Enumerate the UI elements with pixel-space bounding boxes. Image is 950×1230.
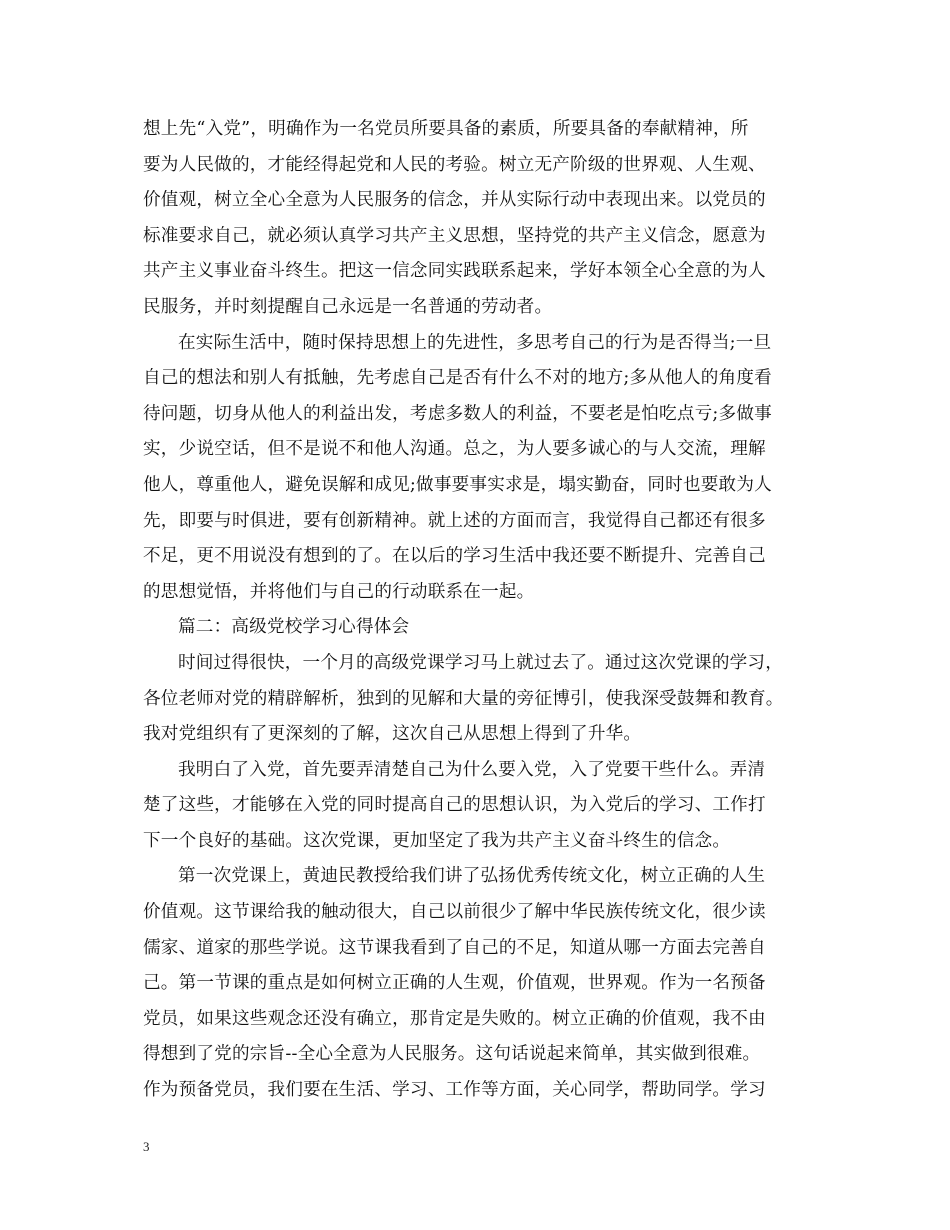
text-line: 要为人民做的，才能经得起党和人民的考验。树立无产阶级的世界观、人生观、 xyxy=(143,154,766,175)
text-line: 己。第一节课的重点是如何树立正确的人生观，价值观，世界观。作为一名预备 xyxy=(143,973,766,994)
text-line: 共产主义事业奋斗终生。把这一信念同实践联系起来，学好本领全心全意的为人 xyxy=(143,261,766,282)
text-line: 先，即要与时俱进，要有创新精神。就上述的方面而言，我觉得自己都还有很多 xyxy=(143,510,766,531)
text-line: 党员，如果这些观念还没有确立，那肯定是失败的。树立正确的价值观，我不由 xyxy=(143,1008,766,1029)
text-line: 待问题，切身从他人的利益出发，考虑多数人的利益，不要老是怕吃点亏;多做事 xyxy=(143,403,772,424)
text-line: 他人，尊重他人，避免误解和成见;做事要事实求是，塌实勤奋，同时也要敢为人 xyxy=(143,474,772,495)
text-line: 价值观。这节课给我的触动很大，自己以前很少了解中华民族传统文化，很少读 xyxy=(143,902,766,923)
text-line: 作为预备党员，我们要在生活、学习、工作等方面，关心同学，帮助同学。学习 xyxy=(143,1080,766,1101)
text-line: 我对党组织有了更深刻的了解，这次自己从思想上得到了升华。 xyxy=(143,724,642,745)
text-line: 下一个良好的基础。这次党课，更加坚定了我为共产主义奋斗终生的信念。 xyxy=(143,830,731,851)
text-line: 民服务，并时刻提醒自己永远是一名普通的劳动者。 xyxy=(143,296,553,317)
text-line: 各位老师对党的精辟解析，独到的见解和大量的旁征博引，使我深受鼓舞和教育。 xyxy=(143,688,784,709)
text-line: 楚了这些，才能够在入党的同时提高自己的思想认识，为入党后的学习、工作打 xyxy=(143,795,766,816)
text-line: 第一次党课上，黄迪民教授给我们讲了弘扬优秀传统文化，树立正确的人生 xyxy=(178,866,766,887)
text-line: 实，少说空话，但不是说不和他人沟通。总之，为人要多诚心的与人交流，理解 xyxy=(143,439,766,460)
text-line: 想上先“入党”，明确作为一名党员所要具备的素质，所要具备的奉献精神，所 xyxy=(143,119,749,139)
text-line: 价值观，树立全心全意为人民服务的信念，并从实际行动中表现出来。以党员的 xyxy=(143,190,766,211)
text-line: 我明白了入党，首先要弄清楚自己为什么要入党，入了党要干些什么。弄清 xyxy=(178,759,766,780)
text-line: 篇二：高级党校学习心得体会 xyxy=(178,617,410,638)
text-line: 不足，更不用说没有想到的了。在以后的学习生活中我还要不断提升、完善自己 xyxy=(143,546,766,567)
text-line: 的思想觉悟，并将他们与自己的行动联系在一起。 xyxy=(143,581,535,602)
text-line: 标准要求自己，就必须认真学习共产主义思想，坚持党的共产主义信念，愿意为 xyxy=(143,225,766,246)
document-body xyxy=(143,112,813,1109)
text-line: 得想到了党的宗旨--全心全意为人民服务。这句话说起来简单，其实做到很难。 xyxy=(143,1044,761,1065)
text-line: 儒家、道家的那些学说。这节课我看到了自己的不足，知道从哪一方面去完善自 xyxy=(143,937,766,958)
page-number: 3 xyxy=(143,1139,150,1154)
text-line: 自己的想法和别人有抵触，先考虑自己是否有什么不对的地方;多从他人的角度看 xyxy=(143,368,772,389)
text-line: 在实际生活中，随时保持思想上的先进性，多思考自己的行为是否得当;一旦 xyxy=(178,332,772,353)
text-line: 时间过得很快，一个月的高级党课学习马上就过去了。通过这次党课的学习， xyxy=(178,652,783,673)
